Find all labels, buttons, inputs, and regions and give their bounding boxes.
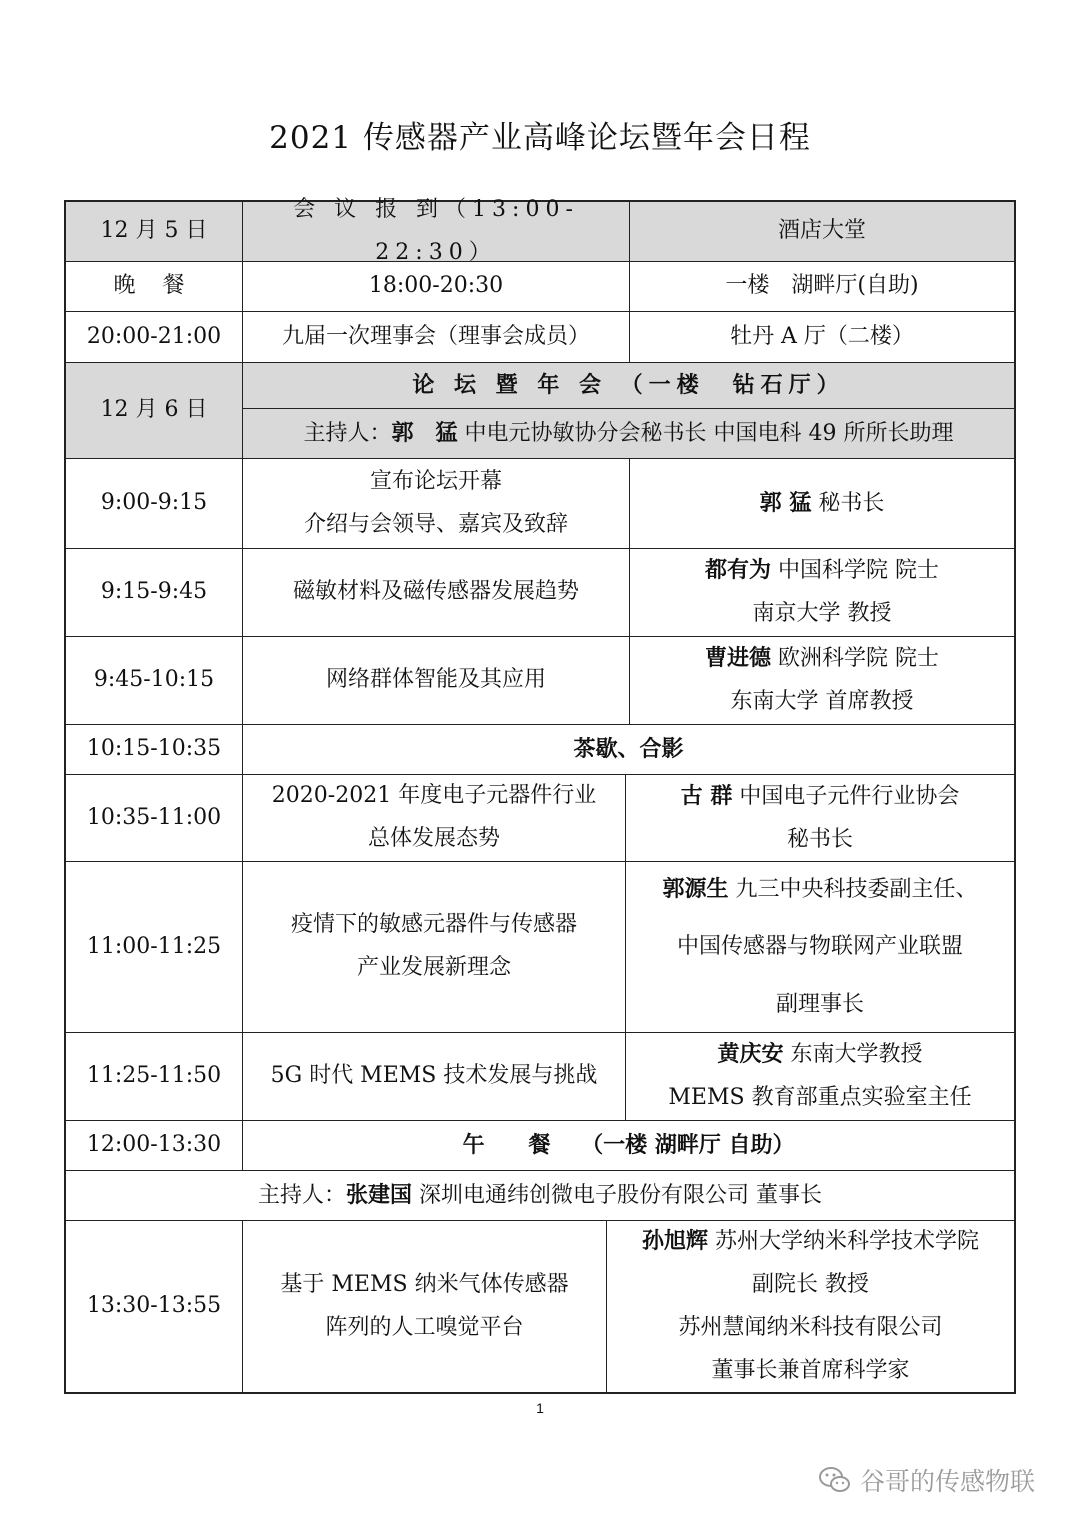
forum-title: 论 坛 暨 年 会 （一楼 钻石厅） — [412, 372, 845, 399]
watermark-text: 谷哥的传感物联 — [860, 1467, 1036, 1496]
speaker-name: 都有为 — [704, 557, 771, 584]
speaker-title: 中国科学院 院士 — [771, 558, 939, 584]
table-row — [66, 458, 1014, 548]
registration-cell: 会 议 报 到（13:00-22:30） — [242, 202, 629, 261]
page-title: 2021 传感器产业高峰论坛暨年会日程 — [269, 120, 811, 156]
break-cell: 茶歇、合影 — [242, 725, 1014, 774]
topic-line: 总体发展态势 — [367, 826, 500, 851]
speaker-cell — [629, 549, 1014, 636]
time-cell: 18:00-20:30 — [242, 262, 629, 311]
speaker-affiliation: 副院长 教授 — [752, 1272, 869, 1298]
speaker-name: 曹进德 — [704, 645, 771, 672]
topic-line: 2020-2021 年度电子元器件行业 — [271, 783, 597, 809]
speaker-title: 秘书长 — [811, 490, 885, 516]
schedule-table — [64, 196, 1016, 1394]
time-cell: 11:25-11:50 — [86, 1063, 222, 1089]
date-cell: 12 月 5 日 — [66, 202, 242, 261]
meal-label-cell: 晚 餐 — [113, 273, 195, 299]
topic-cell: 5G 时代 MEMS 技术发展与挑战 — [242, 1033, 625, 1120]
lunch-cell — [242, 1121, 1014, 1170]
time-cell: 11:00-11:25 — [86, 933, 222, 959]
host-name: 张建国 — [346, 1181, 413, 1208]
speaker-name: 古 群 — [680, 782, 733, 809]
time-cell: 9:15-9:45 — [100, 579, 208, 605]
table-row — [66, 1032, 1014, 1120]
speaker-cell — [629, 637, 1014, 724]
table-row — [66, 724, 1014, 774]
topic-cell: 网络群体智能及其应用 — [242, 637, 629, 724]
table-row — [66, 774, 1014, 861]
host-label: 主持人： — [303, 420, 392, 446]
lunch-label: 午 餐 — [462, 1132, 551, 1159]
speaker-cell — [625, 1033, 1014, 1120]
speaker-title: 九三中央科技委副主任、 — [728, 877, 978, 903]
speaker-title: 中国电子元件行业协会 — [732, 783, 960, 809]
event-cell: 九届一次理事会（理事会成员） — [242, 312, 629, 362]
location-cell: 牡丹 A 厅（二楼） — [629, 312, 1014, 362]
topic-cell — [242, 775, 625, 861]
time-cell: 9:00-9:15 — [100, 490, 208, 516]
table-row — [66, 1170, 1014, 1220]
watermark — [818, 1462, 1035, 1498]
host-title: 中电元协敏协分会秘书长 中国电科 49 所所长助理 — [457, 420, 954, 446]
host-name: 郭 猛 — [391, 419, 458, 446]
speaker-affiliation: 副理事长 — [775, 991, 864, 1017]
time-cell: 10:35-11:00 — [86, 804, 222, 830]
time-cell: 20:00-21:00 — [86, 323, 222, 349]
time-cell: 9:45-10:15 — [93, 667, 215, 693]
host-cell — [242, 408, 1014, 458]
time-cell: 10:15-10:35 — [86, 736, 222, 762]
speaker-cell — [625, 862, 1014, 1032]
speaker-affiliation: 中国传感器与物联网产业联盟 — [676, 934, 963, 960]
speaker-cell — [625, 775, 1014, 861]
speaker-title: 苏州大学纳米科学技术学院 — [708, 1229, 979, 1255]
topic-cell — [242, 862, 625, 1032]
topic-cell — [242, 1221, 606, 1392]
table-row — [66, 196, 1014, 265]
lunch-location: （一楼 湖畔厅 自助） — [581, 1132, 795, 1159]
speaker-title: 欧洲科学院 院士 — [771, 646, 939, 672]
table-row — [66, 1220, 1014, 1392]
speaker-affiliation: 东南大学 首席教授 — [730, 689, 914, 714]
topic-line: 基于 MEMS 纳米气体传感器 — [280, 1271, 569, 1297]
topic-cell: 磁敏材料及磁传感器发展趋势 — [242, 549, 629, 636]
speaker-cell — [629, 459, 1014, 548]
time-cell: 13:30-13:55 — [86, 1293, 222, 1319]
speaker-affiliation: 董事长兼首席科学家 — [711, 1357, 910, 1383]
table-row — [66, 311, 1014, 362]
topic-line: 阵列的人工嗅觉平台 — [325, 1314, 524, 1340]
speaker-affiliation: 秘书长 — [786, 826, 853, 852]
speaker-title: 东南大学教授 — [783, 1042, 923, 1068]
topic-line: 宣布论坛开幕 — [369, 468, 502, 494]
table-row — [66, 1120, 1014, 1170]
speaker-affiliation: 苏州慧闻纳米科技有限公司 — [678, 1315, 943, 1340]
speaker-affiliation: MEMS 教育部重点实验室主任 — [668, 1085, 972, 1110]
host-label: 主持人： — [257, 1182, 346, 1208]
wechat-icon — [818, 1465, 852, 1495]
topic-line: 介绍与会领导、嘉宾及致辞 — [303, 511, 568, 537]
speaker-cell — [606, 1221, 1014, 1392]
topic-line: 疫情下的敏感元器件与传感器 — [290, 912, 577, 938]
host-cell — [66, 1171, 1014, 1220]
topic-line: 产业发展新理念 — [356, 955, 511, 980]
time-cell: 12:00-13:30 — [86, 1132, 222, 1158]
table-row — [66, 636, 1014, 724]
topic-cell — [242, 459, 629, 548]
table-row — [66, 261, 1014, 311]
table-row — [66, 362, 1014, 458]
table-row — [66, 548, 1014, 636]
speaker-name: 郭 猛 — [759, 489, 812, 516]
speaker-affiliation: 南京大学 教授 — [752, 601, 892, 626]
location-cell: 一楼 湖畔厅(自助) — [629, 262, 1014, 311]
table-row — [66, 861, 1014, 1032]
location-cell: 酒店大堂 — [629, 202, 1014, 261]
speaker-name: 黄庆安 — [717, 1041, 784, 1068]
date-cell: 12 月 6 日 — [66, 363, 242, 458]
speaker-name: 郭源生 — [662, 876, 729, 903]
page-number: 1 — [536, 1400, 544, 1416]
speaker-name: 孙旭辉 — [641, 1228, 708, 1255]
host-title: 深圳电通纬创微电子股份有限公司 董事长 — [412, 1182, 823, 1208]
forum-title-cell — [242, 363, 1014, 408]
